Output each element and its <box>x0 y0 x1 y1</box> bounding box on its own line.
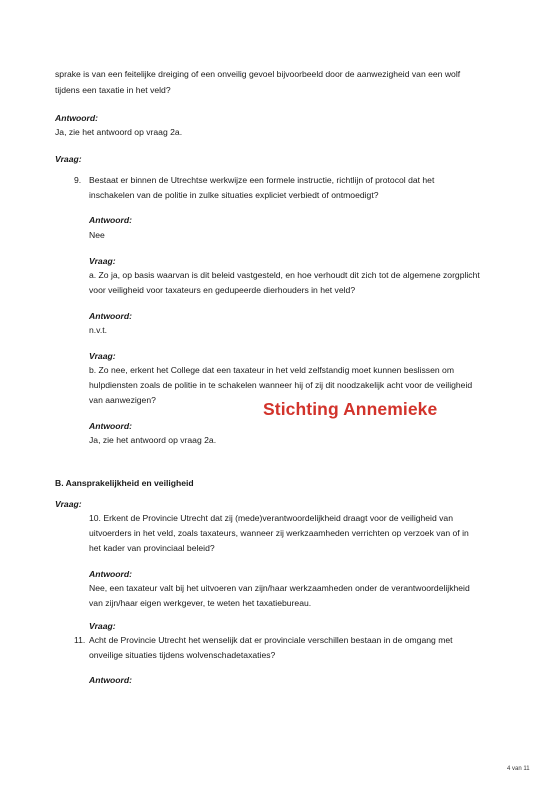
question-9b-line-2: hulpdiensten zoals de politie in te schakelen wanneer hij of zij dit noodzakelijk acht voor de veiligheid <box>89 380 473 390</box>
question-label: Vraag: <box>55 154 82 164</box>
answer-text: n.v.t. <box>89 325 107 335</box>
question-label: Vraag: <box>89 256 116 266</box>
question-number: 9. <box>74 175 82 185</box>
answer-label: Antwoord: <box>89 311 132 321</box>
question-9a-line-2: voor veiligheid voor taxateurs en gedupeerde dierhouders in het veld? <box>89 285 356 295</box>
answer-text-line-1: Nee, een taxateur valt bij het uitvoeren van zijn/haar werkzaamheden onder de verantwoordelijkheid <box>89 583 470 593</box>
question-9-line-2: inschakelen van de politie in zulke situaties expliciet verbiedt of ontmoedigt? <box>89 190 379 200</box>
question-number: 11. <box>74 635 86 645</box>
question-9-line-1: Bestaat er binnen de Utrechtse werkwijze een formele instructie, richtlijn of protocol dat het <box>89 175 435 185</box>
section-heading: B. Aansprakelijkheid en veiligheid <box>55 478 194 488</box>
answer-text: Ja, zie het antwoord op vraag 2a. <box>89 435 217 445</box>
question-11-line-2: onveilige situaties tijdens wolvenschadetaxaties? <box>89 650 276 660</box>
question-11-line-1: Acht de Provincie Utrecht het wenselijk dat er provinciale verschillen bestaan in de omgang met <box>89 635 453 645</box>
question-label: Vraag: <box>89 621 116 631</box>
question-9b-line-3: van aanwezigen? <box>89 395 156 405</box>
question-9a-line-1: a. Zo ja, op basis waarvan is dit beleid vastgesteld, en hoe verhoudt dit zich tot de algemene zorgplicht <box>89 270 480 280</box>
answer-label: Antwoord: <box>89 215 132 225</box>
answer-text-line-2: van zijn/haar eigen werkgever, te weten het taxatiebureau. <box>89 598 312 608</box>
question-label: Vraag: <box>89 351 116 361</box>
answer-label: Antwoord: <box>89 421 132 431</box>
watermark: Stichting Annemieke <box>263 399 438 419</box>
question-10-line-3: het kader van provinciaal beleid? <box>89 543 215 553</box>
page-number: 4 van 11 <box>507 766 530 772</box>
answer-label: Antwoord: <box>55 113 98 123</box>
answer-text: Nee <box>89 230 105 240</box>
intro-line-1: sprake is van een feitelijke dreiging of een onveilig gevoel bijvoorbeeld door de aanwezigheid van een wolf <box>55 69 461 79</box>
question-10-line-1: 10. Erkent de Provincie Utrecht dat zij (mede)verantwoordelijkheid draagt voor de veiligheid van <box>89 513 453 523</box>
intro-line-2: tijdens een taxatie in het veld? <box>55 85 171 95</box>
question-9b-line-1: b. Zo nee, erkent het College dat een taxateur in het veld zelfstandig moet kunnen beslissen om <box>89 365 454 375</box>
question-10-line-2: uitvoerders in het veld, zoals taxateurs, wanneer zij werkzaamheden verrichten op verzoek van of in <box>89 528 469 538</box>
answer-label: Antwoord: <box>89 569 132 579</box>
answer-label: Antwoord: <box>89 675 132 685</box>
question-label: Vraag: <box>55 499 82 509</box>
answer-text: Ja, zie het antwoord op vraag 2a. <box>55 127 183 137</box>
